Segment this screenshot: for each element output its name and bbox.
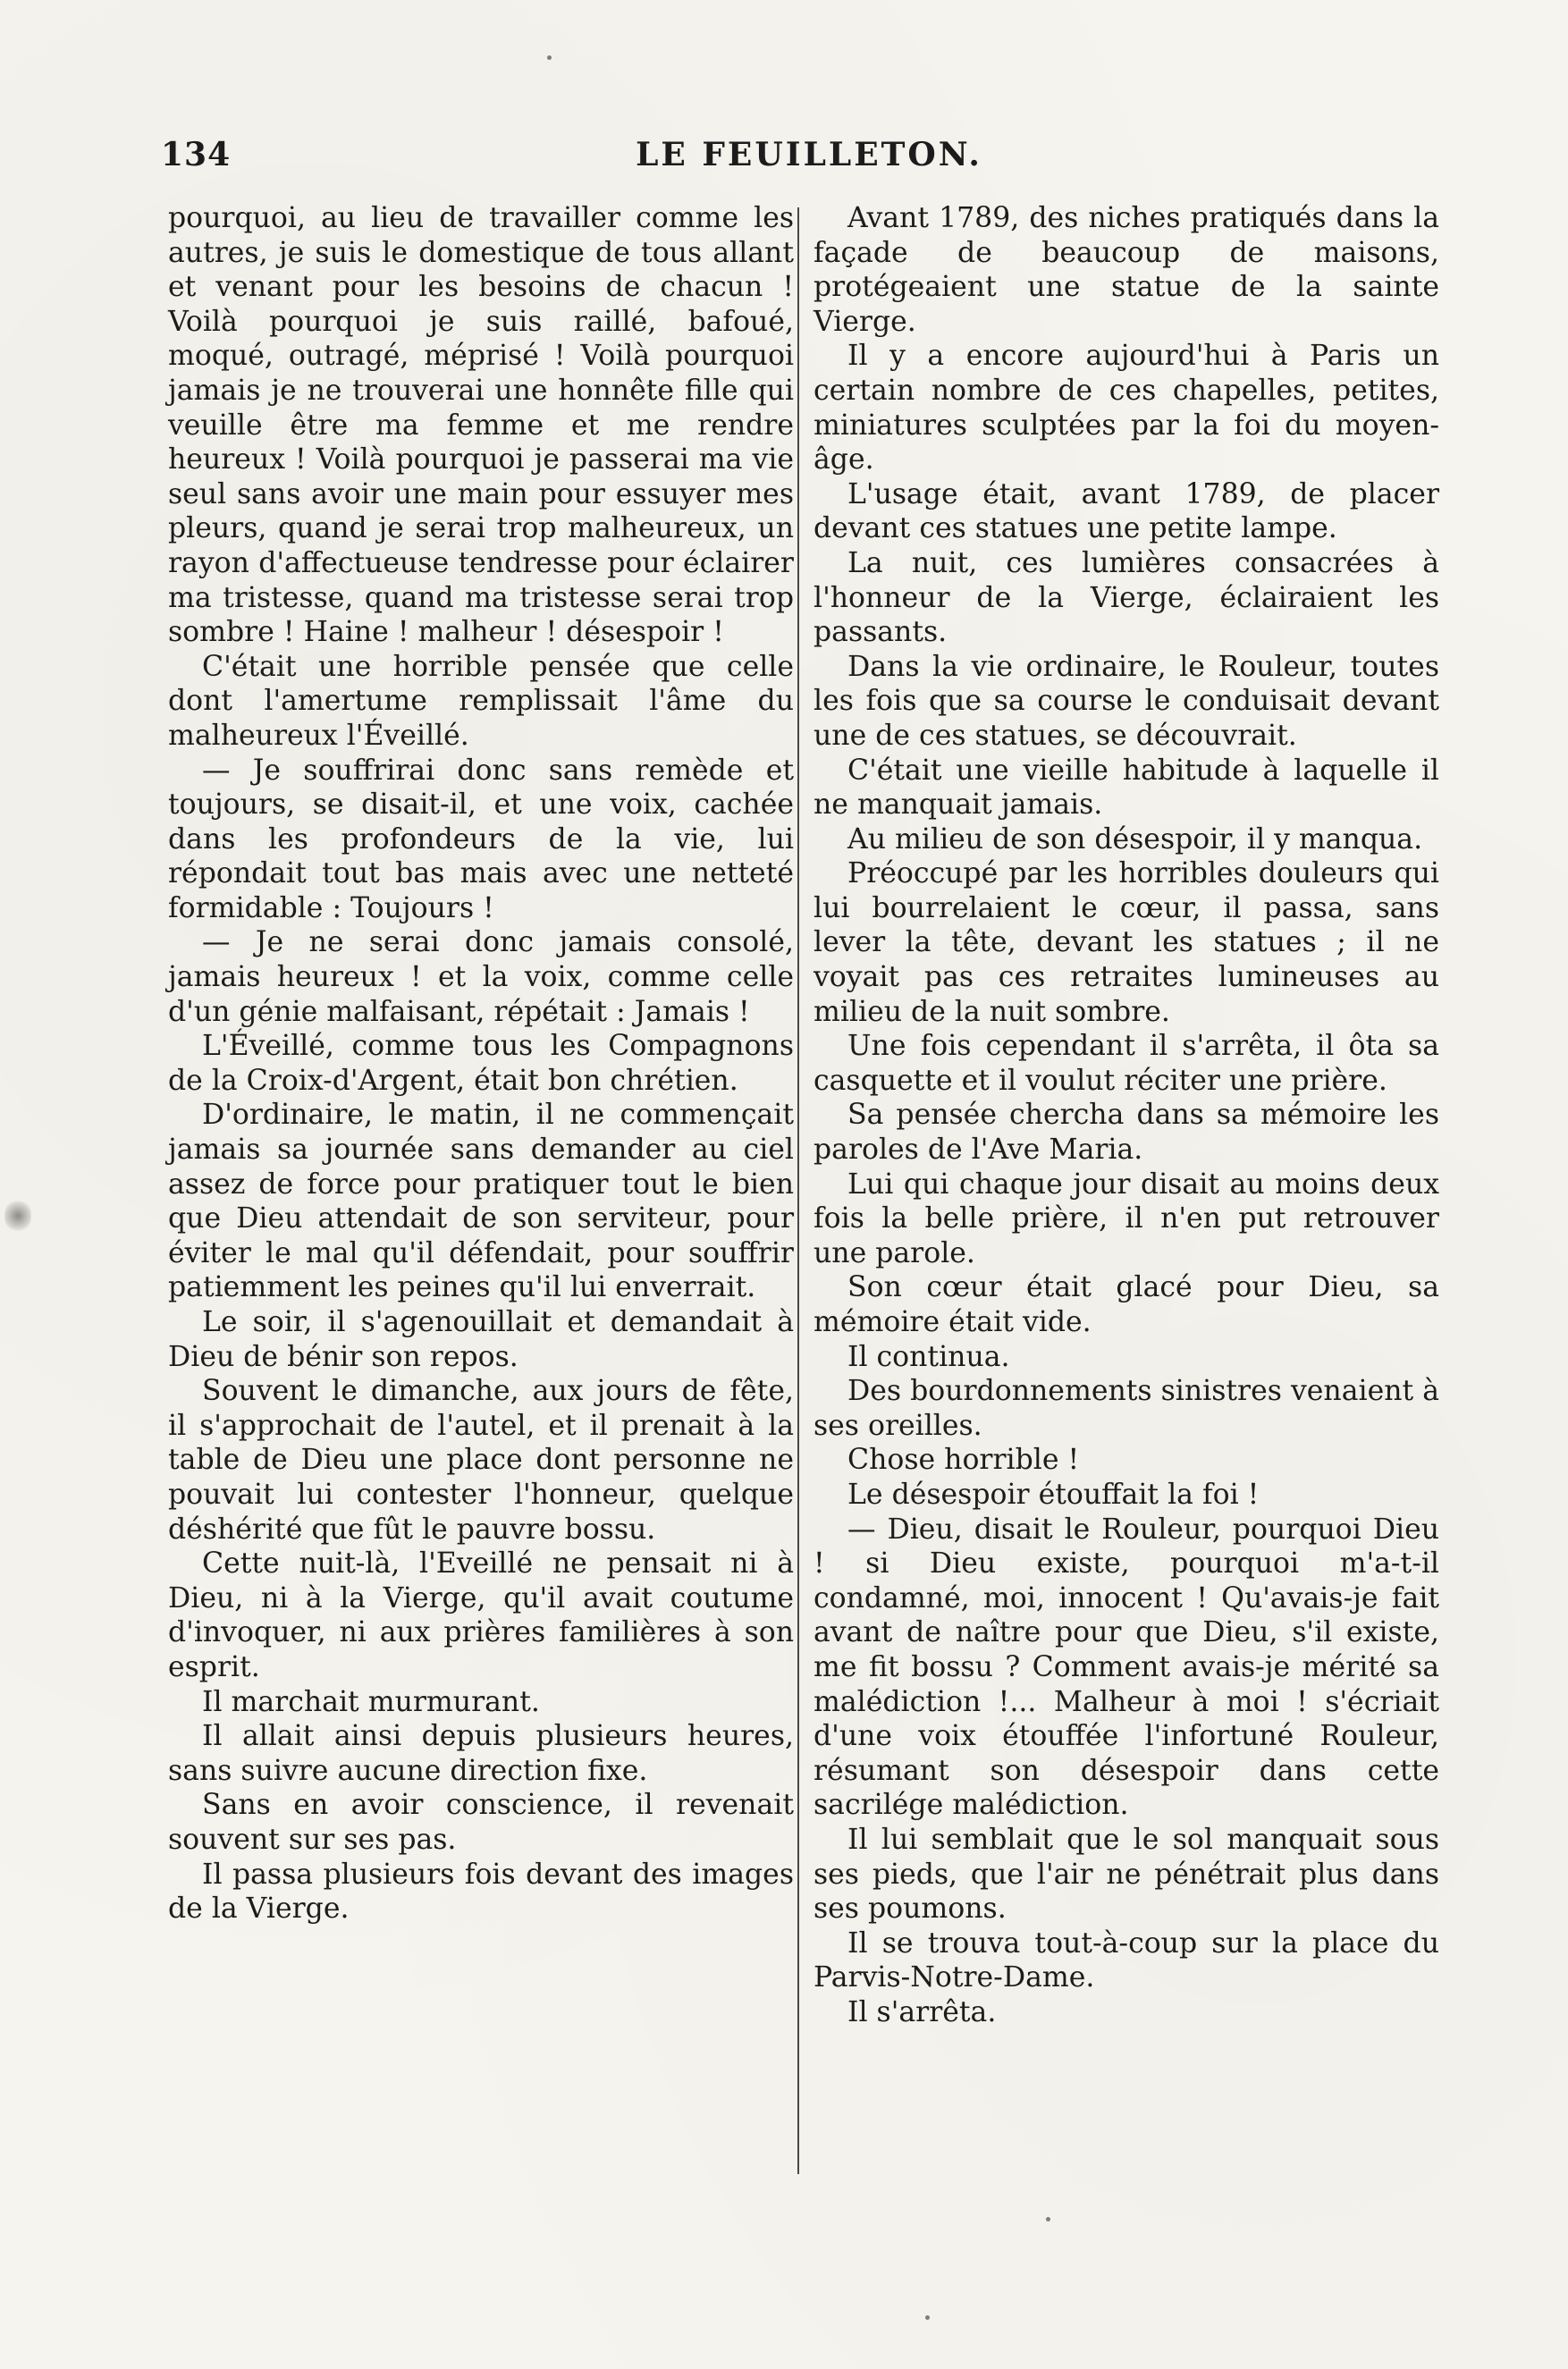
paragraph: La nuit, ces lumières consacrées à l'honneur de la Vierge, éclairaient les passants. <box>814 546 1439 649</box>
paragraph: Son cœur était glacé pour Dieu, sa mémoire était vide. <box>814 1271 1439 1338</box>
paragraph: Le soir, il s'agenouillait et demandait à Dieu de bénir son repos. <box>168 1306 794 1373</box>
paragraph: Sa pensée chercha dans sa mémoire les paroles de l'Ave Maria. <box>814 1099 1439 1167</box>
paragraph: Il se trouva tout-à-coup sur la place du Parvis-Notre-Dame. <box>814 1926 1439 1994</box>
column-divider <box>797 207 799 2174</box>
ink-speck <box>1046 2217 1050 2221</box>
paragraph: Il s'arrêta. <box>847 1995 997 2028</box>
paragraph: Il lui semblait que le sol manquait sous ses pieds, que l'air ne pénétrait plus dans ses poumons. <box>814 1823 1439 1926</box>
paragraph: Il continua. <box>847 1340 1010 1373</box>
paragraph: Souvent le dimanche, aux jours de fête, il s'approchait de l'autel, et il prenait à la table de Dieu une place dont personne ne pouvait lui contester l'honneur, quelque déshérité que fût le pauvre bossu. <box>168 1375 794 1546</box>
left-column <box>168 201 794 1926</box>
paragraph: C'était une horrible pensée que celle dont l'amertume remplissait l'âme du malheureux l'Éveillé. <box>168 650 794 752</box>
ink-speck <box>547 55 552 60</box>
paragraph: Au milieu de son désespoir, il y manqua. <box>847 822 1423 856</box>
paragraph: — Je souffrirai donc sans remède et toujours, se disait-il, et une voix, cachée dans les profondeurs de la vie, lui répondait tout bas mais avec une netteté formidable : Toujours ! <box>168 754 794 924</box>
paragraph: D'ordinaire, le matin, il ne commençait jamais sa journée sans demander au ciel assez de force pour pratiquer tout le bien que Dieu attendait de son serviteur, pour éviter le mal qu'il défendait, pour souffrir patiemment les peines qu'il lui enverrait. <box>168 1099 794 1304</box>
paragraph: Avant 1789, des niches pratiqués dans la façade de beaucoup de maisons, protégeaient une statue de la sainte Vierge. <box>814 202 1439 338</box>
paragraph: Préoccupé par les horribles douleurs qui lui bourrelaient le cœur, il passa, sans lever la tête, devant les statues ; il ne voyait pas ces retraites lumineuses au milieu de la nuit sombre. <box>814 857 1439 1028</box>
paragraph: L'Éveillé, comme tous les Compagnons de la Croix-d'Argent, était bon chrétien. <box>168 1030 794 1097</box>
paragraph: — Je ne serai donc jamais consolé, jamais heureux ! et la voix, comme celle d'un génie malfaisant, répétait : Jamais ! <box>168 926 794 1028</box>
paragraph: Chose horrible ! <box>847 1444 1080 1477</box>
paragraph: Sans en avoir conscience, il revenait souvent sur ses pas. <box>168 1789 794 1856</box>
running-title: LE FEUILLETON. <box>636 136 982 173</box>
paragraph: Le désespoir étouffait la foi ! <box>847 1478 1260 1511</box>
paragraph: Il y a encore aujourd'hui à Paris un certain nombre de ces chapelles, petites, miniatures sculptées par la foi du moyen-âge. <box>814 340 1439 476</box>
paragraph: Une fois cependant il s'arrêta, il ôta sa casquette et il voulut réciter une prière. <box>814 1030 1439 1097</box>
paragraph: C'était une vieille habitude à laquelle il ne manquait jamais. <box>814 754 1439 822</box>
ink-speck <box>925 2315 930 2320</box>
paragraph: Il passa plusieurs fois devant des images de la Vierge. <box>168 1858 794 1926</box>
paragraph: Des bourdonnements sinistres venaient à ses oreilles. <box>814 1375 1439 1442</box>
ink-stain <box>4 1198 31 1234</box>
paragraph: Il allait ainsi depuis plusieurs heures, sans suivre aucune direction fixe. <box>168 1720 794 1787</box>
paragraph: Dans la vie ordinaire, le Rouleur, toutes les fois que sa course le conduisait devant une de ces statues, se découvrait. <box>814 650 1439 752</box>
right-column <box>814 201 1439 2029</box>
paragraph: Cette nuit-là, l'Eveillé ne pensait ni à Dieu, ni à la Vierge, qu'il avait coutume d'invoquer, ni aux prières familières à son esprit. <box>168 1547 794 1683</box>
paragraph: L'usage était, avant 1789, de placer devant ces statues une petite lampe. <box>814 477 1439 545</box>
page-number: 134 <box>161 136 232 173</box>
paragraph: Il marchait murmurant. <box>202 1685 540 1718</box>
page-header <box>161 136 1457 181</box>
paragraph: pourquoi, au lieu de travailler comme les autres, je suis le domestique de tous allant et venant pour les besoins de chacun ! Voilà pourquoi je suis raillé, bafoué, moqué, outragé, méprisé ! Voilà pourquoi jamais je ne trouverai une honnête fille qui veuille être ma femme et me rendre heureux ! Voilà pourquoi je passerai ma vie seul sans avoir une main pour essuyer mes pleurs, quand je serai trop malheureux, un rayon d'affectueuse tendresse pour éclairer ma tristesse, quand ma tristesse serai trop sombre ! Haine ! malheur ! désespoir ! <box>168 202 794 649</box>
paragraph: Lui qui chaque jour disait au moins deux fois la belle prière, il n'en put retrouver une parole. <box>814 1168 1439 1269</box>
paragraph: — Dieu, disait le Rouleur, pourquoi Dieu ! si Dieu existe, pourquoi m'a-t-il condamné, moi, innocent ! Qu'avais-je fait avant de naître pour que Dieu, s'il existe, me fit bossu ? Comment avais-je mérité sa malédiction !... Malheur à moi ! s'écriait d'une voix étouffée l'infortuné Rouleur, résumant son désespoir dans cette sacrilége malédiction. <box>814 1513 1439 1822</box>
